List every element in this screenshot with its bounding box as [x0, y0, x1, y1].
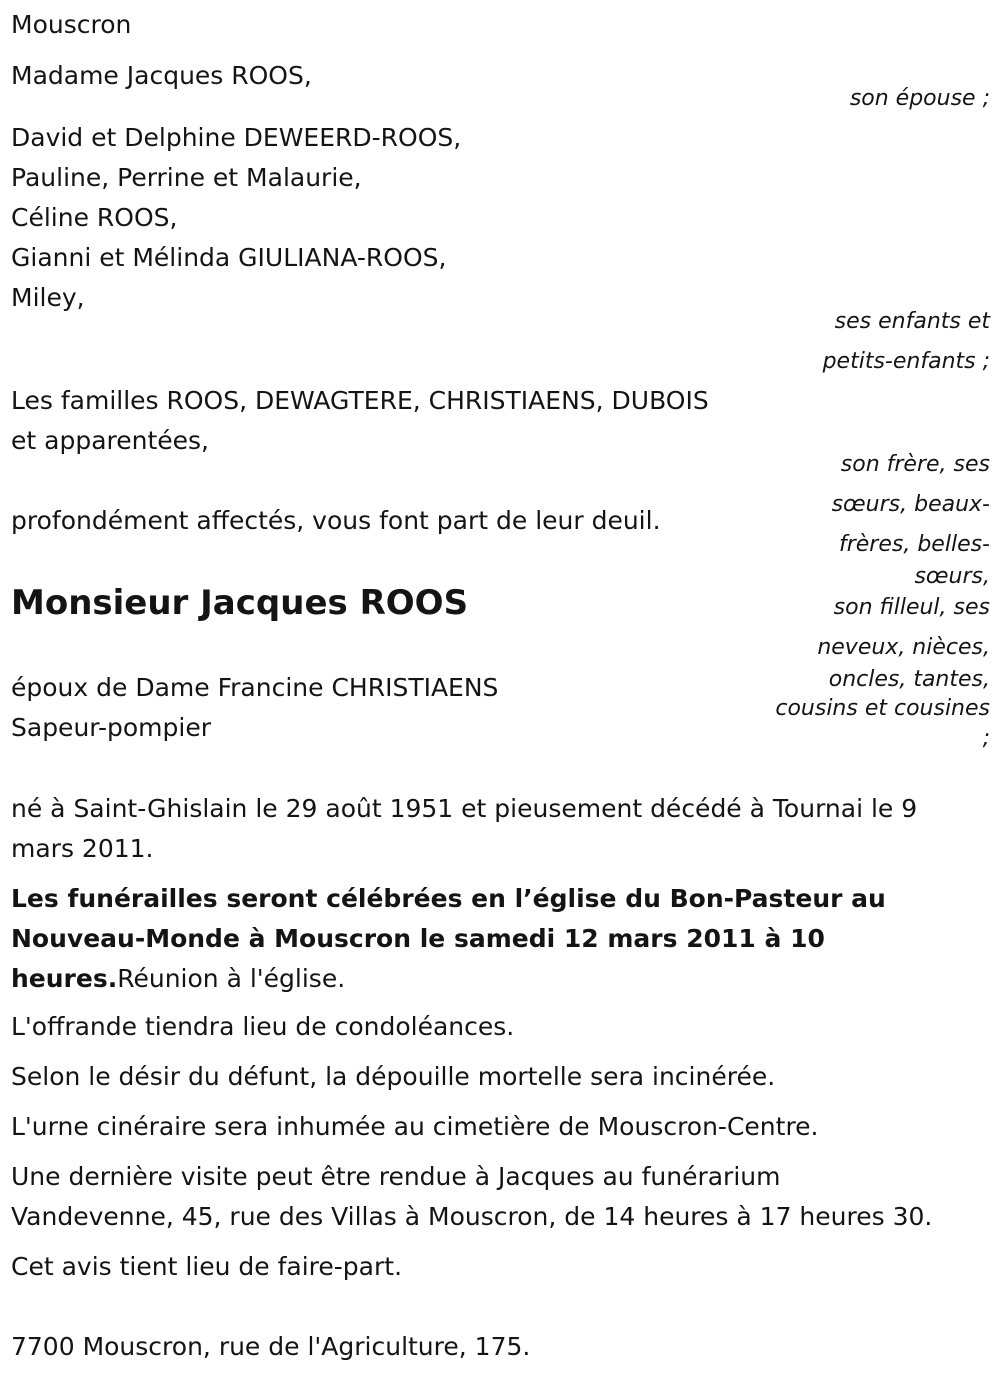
profession: Sapeur-pompier	[11, 713, 211, 742]
cremation-line: Selon le désir du défunt, la dépouille mortelle sera incinérée.	[11, 1062, 776, 1091]
visit-info: Une dernière visite peut être rendue à Jacques au funérarium Vandevenne, 45, rue des Villas à Mouscron, de 14 heures à 17 heures 30.	[11, 1162, 933, 1231]
spouse-name: Madame Jacques ROOS,	[11, 61, 312, 90]
deceased-name: Monsieur Jacques ROOS	[11, 583, 469, 623]
relation-spouse: son épouse ;	[849, 86, 990, 111]
meeting-info: Réunion à l'église.	[117, 964, 346, 993]
urn-line: L'urne cinéraire sera inhumée au cimetière de Mouscron-Centre.	[11, 1112, 819, 1141]
list-item: Céline ROOS,	[11, 203, 178, 232]
children-list	[11, 118, 461, 318]
birth-death: né à Saint-Ghislain le 29 août 1951 et pieusement décédé à Tournai le 9 mars 2011.	[11, 794, 918, 863]
list-item: Miley,	[11, 283, 85, 312]
families-list	[11, 381, 709, 461]
deceased-details	[11, 668, 498, 748]
list-item: Gianni et Mélinda GIULIANA-ROOS,	[11, 243, 447, 272]
offering-line: L'offrande tiendra lieu de condoléances.	[11, 1012, 515, 1041]
list-item: Les familles ROOS, DEWAGTERE, CHRISTIAENS, DUBOIS	[11, 386, 709, 415]
notice-line: Cet avis tient lieu de faire-part.	[11, 1252, 403, 1281]
list-item: David et Delphine DEWEERD-ROOS,	[11, 123, 462, 152]
spouse-of: époux de Dame Francine CHRISTIAENS	[11, 673, 499, 702]
closing-line: profondément affectés, vous font part de leur deuil.	[11, 506, 661, 535]
list-item: et apparentées,	[11, 426, 209, 455]
relation-siblings: son frère, ses sœurs, beaux- frères, belles- sœurs,	[831, 452, 990, 589]
address-line: 7700 Mouscron, rue de l'Agriculture, 175.	[11, 1332, 531, 1361]
relation-children: ses enfants et petits-enfants ;	[822, 309, 990, 374]
relation-nephews: son filleul, ses neveux, nièces, oncles, tantes,	[817, 595, 990, 692]
funeral-announcement: Les funérailles seront célébrées en l’église du Bon-Pasteur au Nouveau-Monde à Mouscron le samedi 12 mars 2011 à 10 heures.Réunion à l'église.	[11, 884, 886, 993]
list-item: Pauline, Perrine et Malaurie,	[11, 163, 362, 192]
city-header: Mouscron	[11, 10, 132, 39]
relation-cousins: cousins et cousines ;	[775, 696, 990, 751]
